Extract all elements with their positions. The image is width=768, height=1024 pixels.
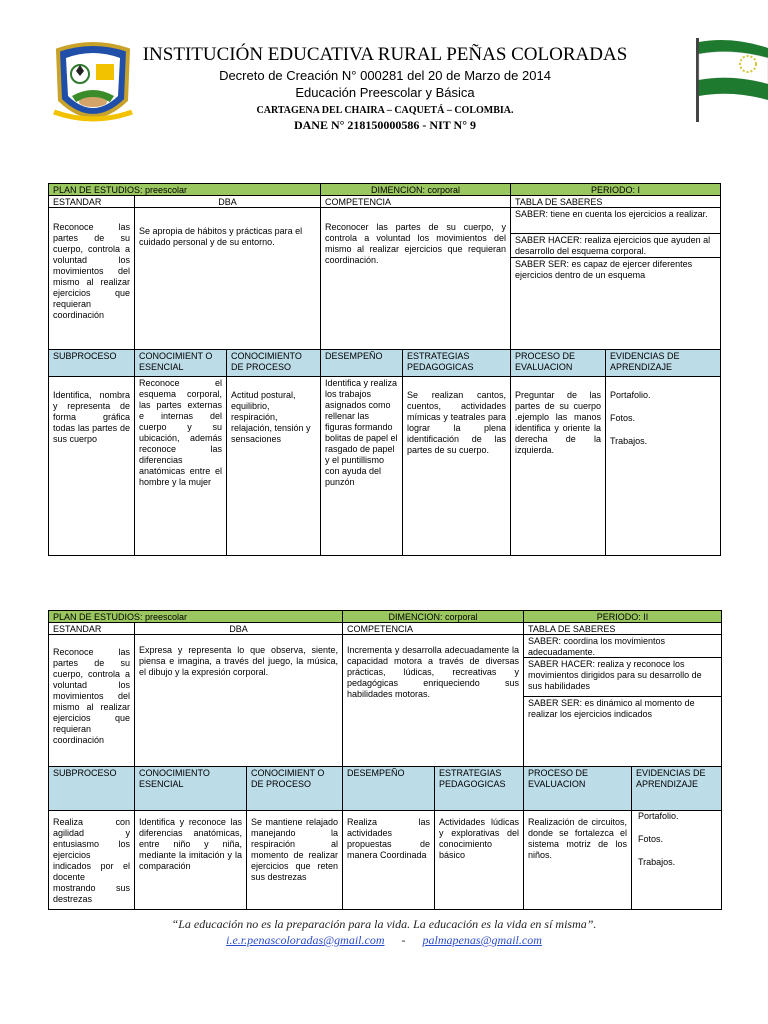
subproceso-cell: Realiza con agilidad y entusiasmo los ejercicios indicados por el docente mostrando sus destrezas xyxy=(48,810,135,910)
saber-hacer-cell: SABER HACER: realiza y reconoce los movimientos dirigidos para su desarrollo de sus habilidades xyxy=(523,657,722,697)
proceso-evaluacion-header: PROCESO DE EVALUACION xyxy=(510,349,606,377)
estrategias-header: ESTRATEGIAS PEDAGOGICAS xyxy=(434,766,524,811)
evidencias-header: EVIDENCIAS DE APRENDIZAJE xyxy=(605,349,721,377)
email-link-palmapenas[interactable]: palmapenas@gmail.com xyxy=(422,933,542,947)
evidence-item: Fotos. xyxy=(638,834,664,844)
conocimiento-proceso-header: CONOCIMIENT O DE PROCESO xyxy=(246,766,343,811)
dimension-label: DIMENCION: corporal xyxy=(320,183,511,196)
subproceso-cell: Identifica, nombra y representa de forma gráfica todas las partes de sus cuerpo xyxy=(48,376,135,556)
period-label: PERIODO: II xyxy=(523,610,722,623)
conocimiento-esencial-header: CONOCIMIENT O ESENCIAL xyxy=(134,349,227,377)
conocimiento-proceso-header: CONOCIMIENTO DE PROCESO xyxy=(226,349,321,377)
competencia-cell: Incrementa y desarrolla adecuadamente la capacidad motora a través de diversas prácticas, lúdicas, recreativas y pedagógicas enriqueciendo sus habilidades motoras. xyxy=(342,634,524,767)
evidencias-header: EVIDENCIAS DE APRENDIZAJE xyxy=(631,766,722,811)
estandar-cell: Reconoce las partes de su cuerpo, controla a voluntad los movimientos del mismo al realizar ejercicios que requieran coordinación xyxy=(48,207,135,350)
saber-cell: SABER: tiene en cuenta los ejercicios a realizar. xyxy=(510,207,721,234)
evidence-item: Fotos. xyxy=(610,413,636,423)
conocimiento-esencial-cell: Identifica y reconoce las diferencias anatómicas, entre niño y niña, mediante la imitación y la comparación xyxy=(134,810,247,910)
evidence-item: Portafolio. xyxy=(638,811,679,821)
estandar-header: ESTANDAR xyxy=(48,622,135,635)
saber-hacer-cell: SABER HACER: realiza ejercicios que ayuden al desarrollo del esquema corporal. xyxy=(510,233,721,258)
saber-ser-cell: SABER SER: es dinámico al momento de realizar los ejercicios indicados xyxy=(523,696,722,767)
conocimiento-esencial-header: CONOCIMIENTO ESENCIAL xyxy=(134,766,247,811)
estandar-cell: Reconoce las partes de su cuerpo, controla a voluntad los movimientos del mismo al realizar ejercicios que requieran coordinación xyxy=(48,634,135,767)
proceso-evaluacion-cell: Realización de circuitos, donde se fortalezca el sistema motriz de los niños. xyxy=(523,810,632,910)
email-separator: - xyxy=(401,933,406,947)
estandar-header: ESTANDAR xyxy=(48,195,135,208)
email-link-institution[interactable]: i.e.r.penascoloradas@gmail.com xyxy=(226,933,385,947)
education-level: Educación Preescolar y Básica xyxy=(295,85,475,100)
subproceso-header: SUBPROCESO xyxy=(48,349,135,377)
creation-decree: Decreto de Creación N° 000281 del 20 de Marzo de 2014 xyxy=(219,68,551,83)
location-line: CARTAGENA DEL CHAIRA – CAQUETÁ – COLOMBIA. xyxy=(256,105,514,116)
desempeno-cell: Realiza las actividades propuestas de manera Coordinada xyxy=(342,810,435,910)
saber-ser-cell: SABER SER: es capaz de ejercer diferentes ejercicios dentro de un esquema xyxy=(510,257,721,350)
dba-header: DBA xyxy=(134,195,321,208)
evidence-item: Trabajos. xyxy=(638,857,676,867)
desempeno-header: DESEMPEÑO xyxy=(320,349,403,377)
school-logo xyxy=(50,40,136,132)
desempeno-header: DESEMPEÑO xyxy=(342,766,435,811)
institution-title: INSTITUCIÓN EDUCATIVA RURAL PEÑAS COLORADAS xyxy=(142,44,628,65)
subproceso-header: SUBPROCESO xyxy=(48,766,135,811)
evidence-item: Portafolio. xyxy=(610,390,651,400)
competencia-cell: Reconocer las partes de su cuerpo, y controla a voluntad los movimientos del mismo al realizar ejercicios que requieran coordinación. xyxy=(320,207,511,350)
saber-cell: SABER: coordina los movimientos adecuadamente. xyxy=(523,634,722,658)
estrategias-cell: Actividades lúdicas y explorativas del conocimiento básico xyxy=(434,810,524,910)
proceso-evaluacion-cell: Preguntar de las partes de su cuerpo .ejemplo las manos identifica y oriente la derecha de la izquierda. xyxy=(510,376,606,556)
plan-label: PLAN DE ESTUDIOS: preescolar xyxy=(48,183,321,196)
tabla-saberes-header: TABLA DE SABERES xyxy=(523,622,722,635)
conocimiento-proceso-cell: Se mantiene relajado manejando la respiración al momento de realizar ejercicios que reten sus destrezas xyxy=(246,810,343,910)
evidence-item: Trabajos. xyxy=(610,436,648,446)
competencia-header: COMPETENCIA xyxy=(320,195,511,208)
desempeno-cell: Identifica y realiza los trabajos asignados como rellenar las figuras formando bolitas de papel el rasgado de papel y el puntillismo con ayuda del punzón xyxy=(320,376,403,556)
dba-cell: Se apropia de hábitos y prácticas para el cuidado personal y de su entorno. xyxy=(134,207,321,350)
dba-header: DBA xyxy=(134,622,343,635)
period-label: PERIODO: I xyxy=(510,183,721,196)
estrategias-header: ESTRATEGIAS PEDAGOGICAS xyxy=(402,349,511,377)
competencia-header: COMPETENCIA xyxy=(342,622,524,635)
conocimiento-proceso-cell: Actitud postural, equilibrio, respiración, relajación, tensión y sensaciones xyxy=(226,376,321,556)
dane-nit-line: DANE N° 218150000586 - NIT N° 9 xyxy=(293,118,477,132)
footer-quote: “La educación no es la preparación para la vida. La educación es la vida en sí misma”. xyxy=(171,917,597,931)
estrategias-cell: Se realizan cantos, cuentos, actividades mímicas y teatrales para lograr la plena identificación de las partes de su cuerpo. xyxy=(402,376,511,556)
flag-icon xyxy=(692,36,768,122)
evidencias-cell xyxy=(605,376,721,556)
dimension-label: DIMENCION: corporal xyxy=(342,610,524,623)
evidencias-cell xyxy=(631,810,722,910)
proceso-evaluacion-header: PROCESO DE EVALUACION xyxy=(523,766,632,811)
footer-contacts xyxy=(0,933,768,948)
tabla-saberes-header: TABLA DE SABERES xyxy=(510,195,721,208)
dba-cell: Expresa y representa lo que observa, siente, piensa e imagina, a través del juego, la música, el dibujo y la expresión corporal. xyxy=(134,634,343,767)
plan-label: PLAN DE ESTUDIOS: preescolar xyxy=(48,610,343,623)
conocimiento-esencial-cell: Reconoce el esquema corporal, las partes externas e internas del cuerpo y su ubicación, además reconoce las diferencias anatómicas entre el hombre y la mujer xyxy=(134,376,227,556)
